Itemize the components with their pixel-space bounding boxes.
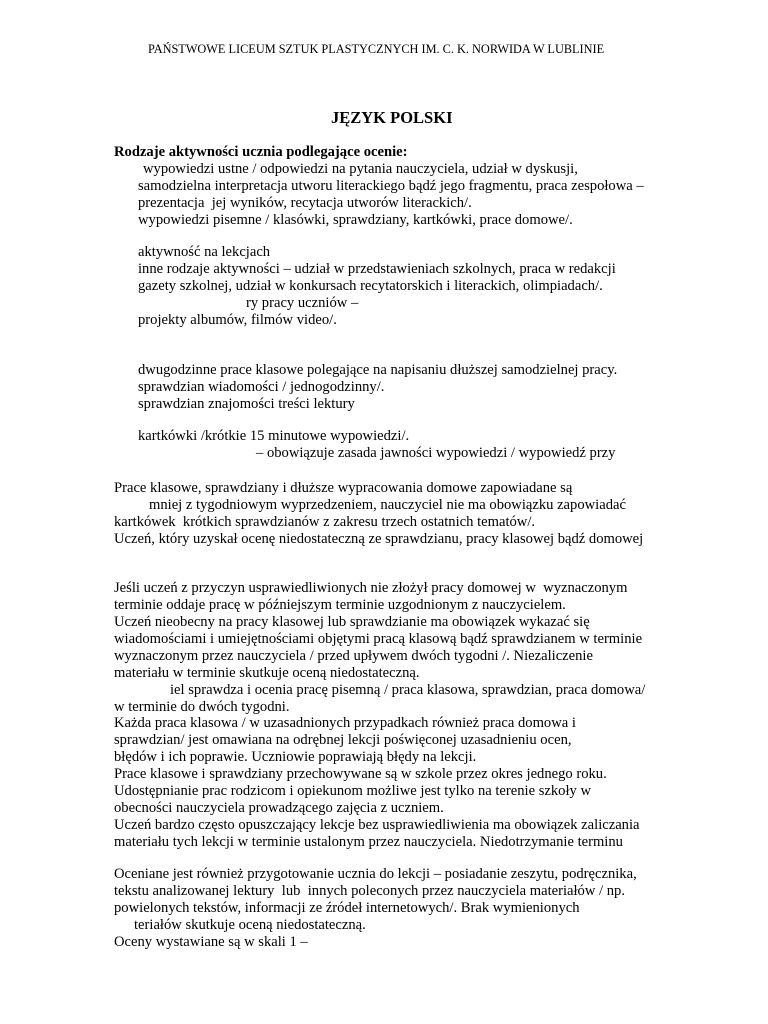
text-line: teriałów skutkuje oceną niedostateczną. xyxy=(134,917,366,933)
text-line: Uczeń bardzo często opuszczający lekcje bez usprawiedliwienia ma obowiązek zaliczania xyxy=(114,817,640,833)
text-line: Oceniane jest również przygotowanie ucznia do lekcji – posiadanie zeszytu, podręcznika, xyxy=(114,866,637,882)
text-line: Uczeń, który uzyskał ocenę niedostateczną ze sprawdzianu, pracy klasowej bądź domowej xyxy=(114,531,644,547)
text-line: Udostępnianie prac rodzicom i opiekunom możliwe jest tylko na terenie szkoły w xyxy=(114,783,592,799)
text-line: materiału tych lekcji w terminie ustalonym przez nauczyciela. Niedotrzymanie terminu xyxy=(114,834,623,850)
text-line: iel sprawdza i ocenia pracę pisemną / praca klasowa, sprawdzian, praca domowa/ xyxy=(170,682,646,698)
text-line: obecności nauczyciela prowadzącego zajęcia z uczniem. xyxy=(114,800,444,816)
text-line: wyznaczonym przez nauczyciela / przed upływem dwóch tygodni /. Niezaliczenie xyxy=(114,648,593,664)
text-line: sprawdzian/ jest omawiana na odrębnej lekcji poświęconej uzasadnieniu ocen, xyxy=(114,732,572,748)
text-line: Każda praca klasowa / w uzasadnionych przypadkach również praca domowa i xyxy=(114,715,576,731)
text-line: powielonych tekstów, informacji ze źródeł internetowych/. Brak wymienionych xyxy=(114,900,580,916)
text-line: ry pracy uczniów – xyxy=(246,295,359,311)
text-line: inne rodzaje aktywności – udział w przedstawieniach szkolnych, praca w redakcji xyxy=(138,261,616,277)
text-line: dwugodzinne prace klasowe polegające na napisaniu dłuższej samodzielnej pracy. xyxy=(138,362,618,378)
text-line: materiału w terminie skutkuje oceną niedostateczną. xyxy=(114,665,420,681)
section-heading: Rodzaje aktywności ucznia podlegające ocenie: xyxy=(114,144,408,160)
text-line: wiadomościami i umiejętnościami objętymi pracą klasową bądź sprawdzianem w terminie xyxy=(114,631,643,647)
text-line: – obowiązuje zasada jawności wypowiedzi / wypowiedź przy xyxy=(256,445,616,461)
text-line: Uczeń nieobecny na pracy klasowej lub sprawdzianie ma obowiązek wykazać się xyxy=(114,614,590,630)
text-line: wypowiedzi ustne / odpowiedzi na pytania nauczyciela, udział w dyskusji, xyxy=(143,161,578,177)
text-line: projekty albumów, filmów video/. xyxy=(138,312,337,328)
text-line: sprawdzian znajomości treści lektury xyxy=(138,396,355,412)
text-line: Jeśli uczeń z przyczyn usprawiedliwionych nie złożył pracy domowej w wyznaczonym xyxy=(114,580,628,596)
text-line: błędów i ich poprawie. Uczniowie poprawiają błędy na lekcji. xyxy=(114,749,477,765)
text-line: prezentacja jej wyników, recytacja utworów literackich/. xyxy=(138,195,472,211)
text-line: wypowiedzi pisemne / klasówki, sprawdziany, kartkówki, prace domowe/. xyxy=(138,212,573,228)
text-line: w terminie do dwóch tygodni. xyxy=(114,699,290,715)
text-line: terminie oddaje pracę w późniejszym terminie uzgodnionym z nauczycielem. xyxy=(114,597,566,613)
text-line: aktywność na lekcjach xyxy=(138,244,271,260)
text-line: kartkówki /krótkie 15 minutowe wypowiedzi/. xyxy=(138,428,410,444)
text-line: gazety szkolnej, udział w konkursach recytatorskich i literackich, olimpiadach/. xyxy=(138,278,603,294)
text-line: mniej z tygodniowym wyprzedzeniem, nauczyciel nie ma obowiązku zapowiadać xyxy=(149,497,626,513)
text-line: sprawdzian wiadomości / jednogodzinny/. xyxy=(138,379,385,395)
school-header: PAŃSTWOWE LICEUM SZTUK PLASTYCZNYCH IM. C. K. NORWIDA W LUBLINIE xyxy=(148,42,605,56)
text-line: tekstu analizowanej lektury lub innych poleconych przez nauczyciela materiałów / np. xyxy=(114,883,625,899)
text-line: kartkówek krótkich sprawdzianów z zakresu trzech ostatnich tematów/. xyxy=(114,514,536,530)
text-line: samodzielna interpretacja utworu literackiego bądź jego fragmentu, praca zespołowa – xyxy=(138,178,644,194)
text-line: Oceny wystawiane są w skali 1 – xyxy=(114,934,308,950)
text-line: Prace klasowe i sprawdziany przechowywane są w szkole przez okres jednego roku. xyxy=(114,766,607,782)
text-line: Prace klasowe, sprawdziany i dłuższe wypracowania domowe zapowiadane są xyxy=(114,480,573,496)
page-title: JĘZYK POLSKI xyxy=(331,108,453,127)
